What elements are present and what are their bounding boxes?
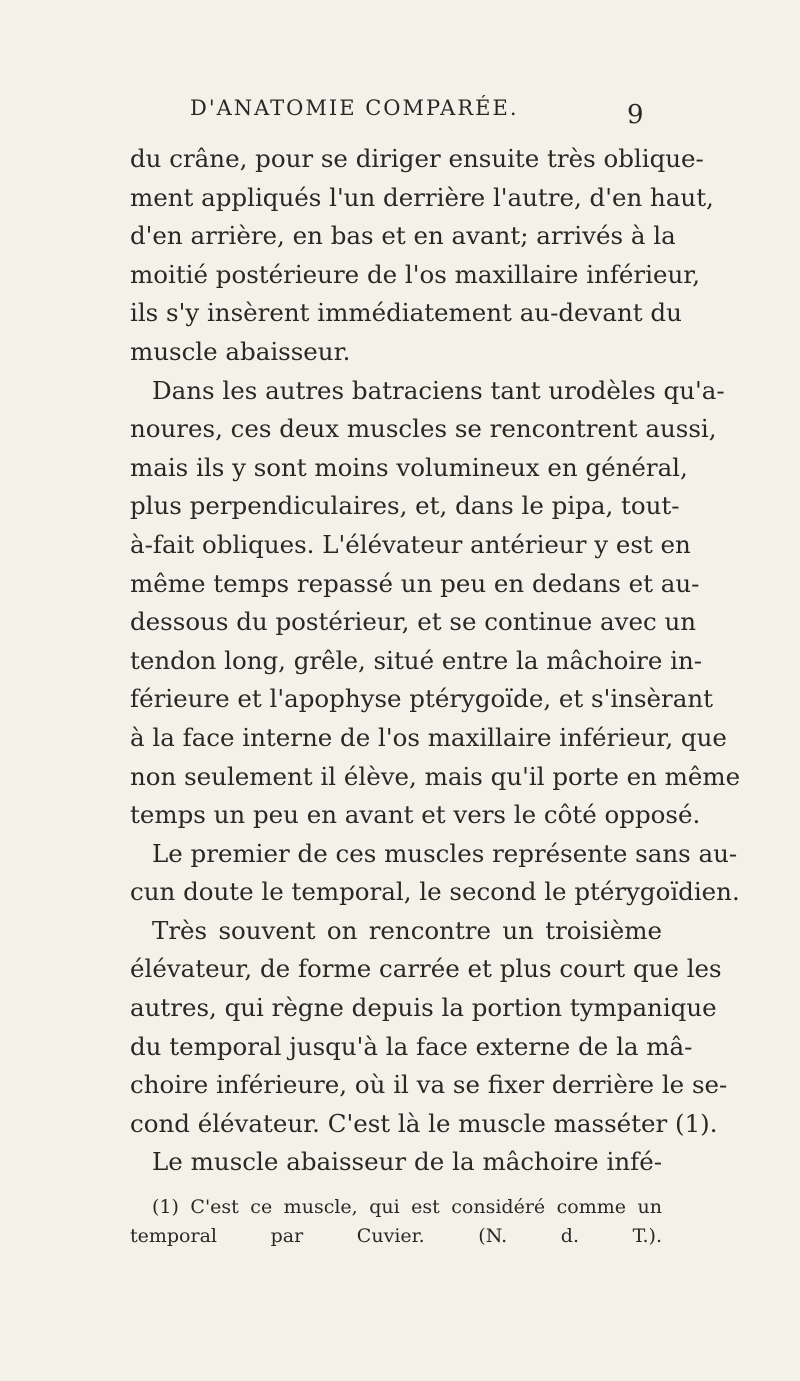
body-text <box>130 140 741 1182</box>
text-line: Dans les autres batraciens tant urodèles qu'a- <box>152 375 725 405</box>
text-line: cond élévateur. C'est là le muscle masséter (1). <box>130 1108 718 1138</box>
text-line: temps un peu en avant et vers le côté opposé. <box>130 800 701 830</box>
footnote-line: temporal par Cuvier. (N. d. T.). <box>130 1225 662 1247</box>
text-line: noures, ces deux muscles se rencontrent aussi, <box>130 414 717 444</box>
text-line: élévateur, de forme carrée et plus court que les <box>130 954 722 984</box>
text-line: choire inférieure, où il va se fixer derrière le se- <box>130 1070 728 1100</box>
text-line: Le premier de ces muscles représente sans au- <box>152 838 738 868</box>
text-line: cun doute le temporal, le second le ptérygoïdien. <box>130 877 740 907</box>
text-line: autres, qui règne depuis la portion tympanique <box>130 993 717 1023</box>
text-line: Très souvent on rencontre un troisième <box>152 915 662 945</box>
text-line: plus perpendiculaires, et, dans le pipa, tout- <box>130 491 680 521</box>
text-line: ils s'y insèrent immédiatement au-devant du <box>130 298 682 328</box>
running-title: D'ANATOMIE COMPARÉE. <box>190 96 519 120</box>
text-line: tendon long, grêle, situé entre la mâchoire in- <box>130 645 703 675</box>
text-line: muscle abaisseur. <box>130 336 351 366</box>
page-number: 9 <box>627 100 644 130</box>
text-line: du crâne, pour se diriger ensuite très oblique- <box>130 144 704 173</box>
text-line: Le muscle abaisseur de la mâchoire infé- <box>152 1147 662 1177</box>
text-line: même temps repassé un peu en dedans et au- <box>130 568 700 598</box>
footnote-line: (1) C'est ce muscle, qui est considéré comme un <box>152 1196 662 1218</box>
text-line: moitié postérieure de l'os maxillaire inférieur, <box>130 259 701 289</box>
text-line: à-fait obliques. L'élévateur antérieur y est en <box>130 529 691 559</box>
text-line: férieure et l'apophyse ptérygoïde, et s'insèrant <box>130 684 713 714</box>
text-line: à la face interne de l'os maxillaire inférieur, que <box>130 722 727 752</box>
text-line: non seulement il élève, mais qu'il porte en même <box>130 761 741 791</box>
text-line: mais ils y sont moins volumineux en général, <box>130 452 688 482</box>
text-line: du temporal jusqu'à la face externe de la mâ- <box>130 1031 693 1061</box>
text-line: d'en arrière, en bas et en avant; arrivés à la <box>130 221 676 251</box>
text-line: dessous du postérieur, et se continue avec un <box>130 607 697 637</box>
footnotes <box>130 1193 662 1251</box>
text-line: ment appliqués l'un derrière l'autre, d'en haut, <box>130 182 714 212</box>
